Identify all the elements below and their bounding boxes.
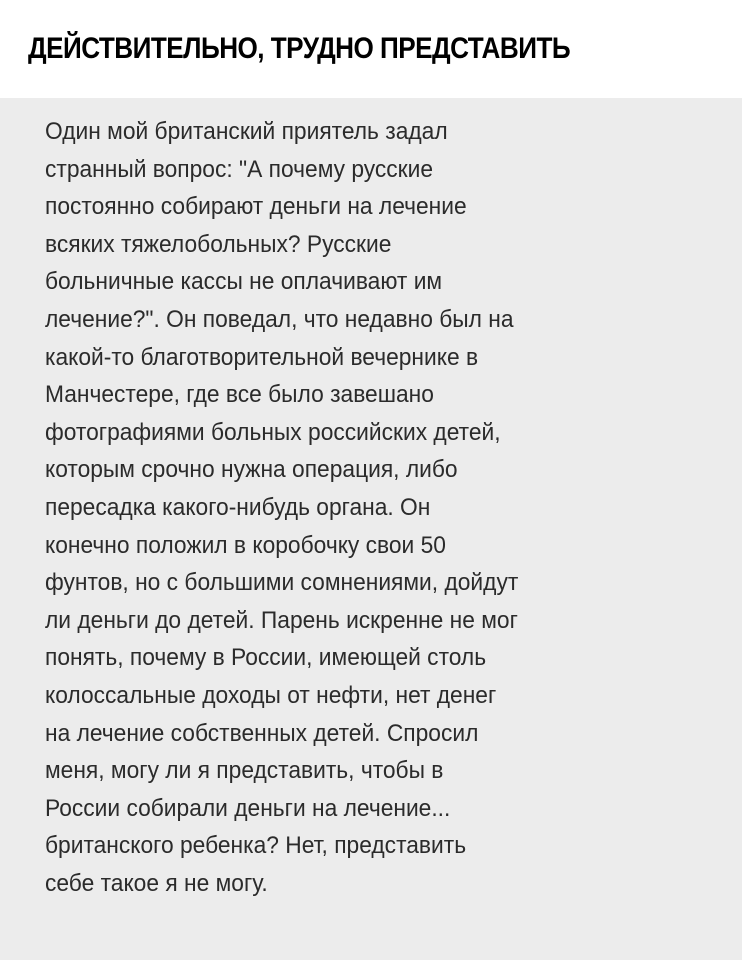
body-line: ли деньги до детей. Парень искренне не мог [45, 606, 518, 634]
body-line: колоссальные доходы от нефти, нет денег [45, 681, 497, 709]
body-line: себе такое я не могу. [45, 869, 268, 897]
body-line: Манчестере, где все было завешано [45, 381, 434, 409]
body-line: России собирали деньги на лечение... [45, 794, 451, 822]
body-line: понять, почему в России, имеющей столь [45, 644, 487, 672]
body-line: больничные кассы не оплачивают им [45, 268, 443, 296]
header [0, 0, 742, 98]
post-title: ДЕЙСТВИТЕЛЬНО, ТРУДНО ПРЕДСТАВИТЬ [28, 32, 571, 65]
body-line: фотографиями больных российских детей, [45, 418, 501, 446]
body-line: пересадка какого-нибудь органа. Он [45, 493, 431, 521]
body-line: фунтов, но с большими сомнениями, дойдут [45, 569, 519, 597]
post-body [45, 113, 705, 902]
body-line: какой-то благотворительной вечернике в [45, 343, 479, 371]
body-line: постоянно собирают деньги на лечение [45, 193, 467, 221]
body-line: лечение?". Он поведал, что недавно был на [45, 305, 514, 333]
body-line: странный вопрос: "А почему русские [45, 155, 434, 183]
body-line: конечно положил в коробочку свои 50 [45, 531, 446, 559]
body-line: которым срочно нужна операция, либо [45, 456, 458, 484]
body-line: британского ребенка? Нет, представить [45, 832, 467, 860]
body-line: Один мой британский приятель задал [45, 118, 448, 145]
body-line: на лечение собственных детей. Спросил [45, 719, 479, 747]
body-line: всяких тяжелобольных? Русские [45, 230, 392, 258]
text-panel [0, 98, 742, 960]
body-line: меня, могу ли я представить, чтобы в [45, 757, 444, 785]
